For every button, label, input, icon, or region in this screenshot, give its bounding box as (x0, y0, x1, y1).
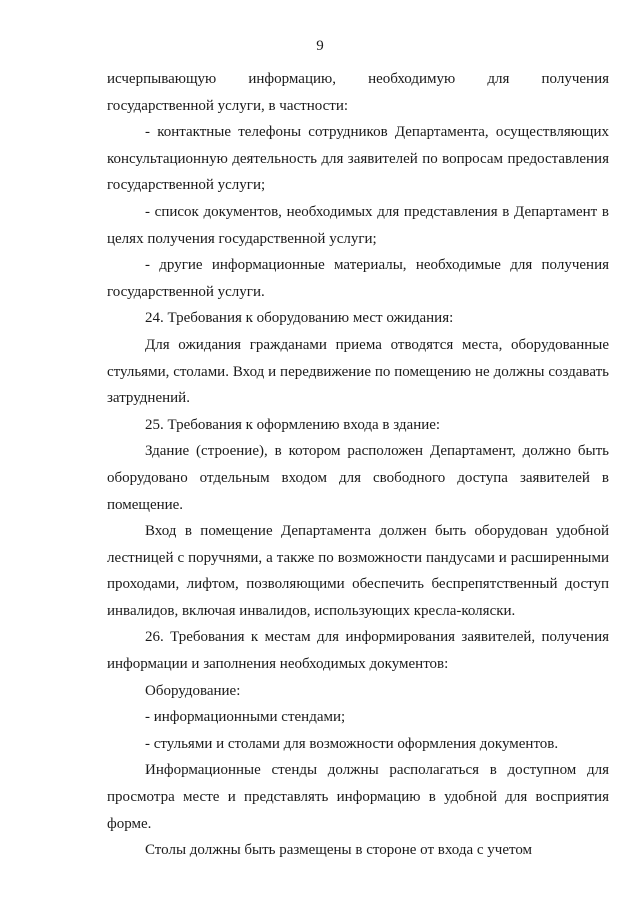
paragraph-info-stands: Информационные стенды должны располагаться в доступном для просмотра месте и представлять информацию в удобной для восприятия форме. (107, 762, 609, 832)
paragraph-continuation-line-2: государственной услуги, в частности: (107, 97, 349, 114)
section-heading-24: 24. Требования к оборудованию мест ожидания: (145, 310, 454, 327)
paragraph-continuation (107, 66, 609, 119)
paragraph-waiting-places: Для ожидания гражданами приема отводятся места, оборудованные стульями, столами. Вход и передвижение по помещению не должны создавать затруднений. (107, 336, 609, 407)
list-item-document-list: - список документов, необходимых для представления в Департамент в целях получения государственной услуги; (107, 203, 609, 247)
paragraph-equipment: Оборудование: (145, 682, 241, 699)
paragraph-tables: Столы должны быть размещены в стороне от входа с учетом (145, 842, 533, 859)
list-item-other-materials: - другие информационные материалы, необходимые для получения государственной услуги. (107, 257, 609, 300)
list-item-chairs-tables: - стульями и столами для возможности оформления документов. (145, 735, 559, 752)
section-heading-25: 25. Требования к оформлению входа в здание: (145, 416, 441, 433)
paragraph-continuation-line-1: исчерпывающую информацию, необходимую для получения (107, 71, 609, 87)
list-item-contact-phones: - контактные телефоны сотрудников Департамента, осуществляющих консультационную деятельность для заявителей по вопросам предоставления государственной услуги; (107, 124, 609, 194)
list-item-info-stands: - информационными стендами; (145, 709, 346, 726)
page-number: 9 (316, 38, 324, 54)
section-heading-26: 26. Требования к местам для информирования заявителей, получения информации и заполнения необходимых документов: (107, 629, 609, 673)
paragraph-building-entrance: Здание (строение), в котором расположен Департамент, должно быть оборудовано отдельным входом для свободного доступа заявителей в помещение. (107, 443, 609, 513)
document-body (107, 66, 609, 864)
paragraph-accessibility: Вход в помещение Департамента должен быть оборудован удобной лестницей с поручнями, а также по возможности пандусами и расширенными проходами, лифтом, позволяющими обеспечить беспрепятственный доступ инвалидов, включая инвалидов, использующих кресла-коляски. (107, 523, 609, 619)
